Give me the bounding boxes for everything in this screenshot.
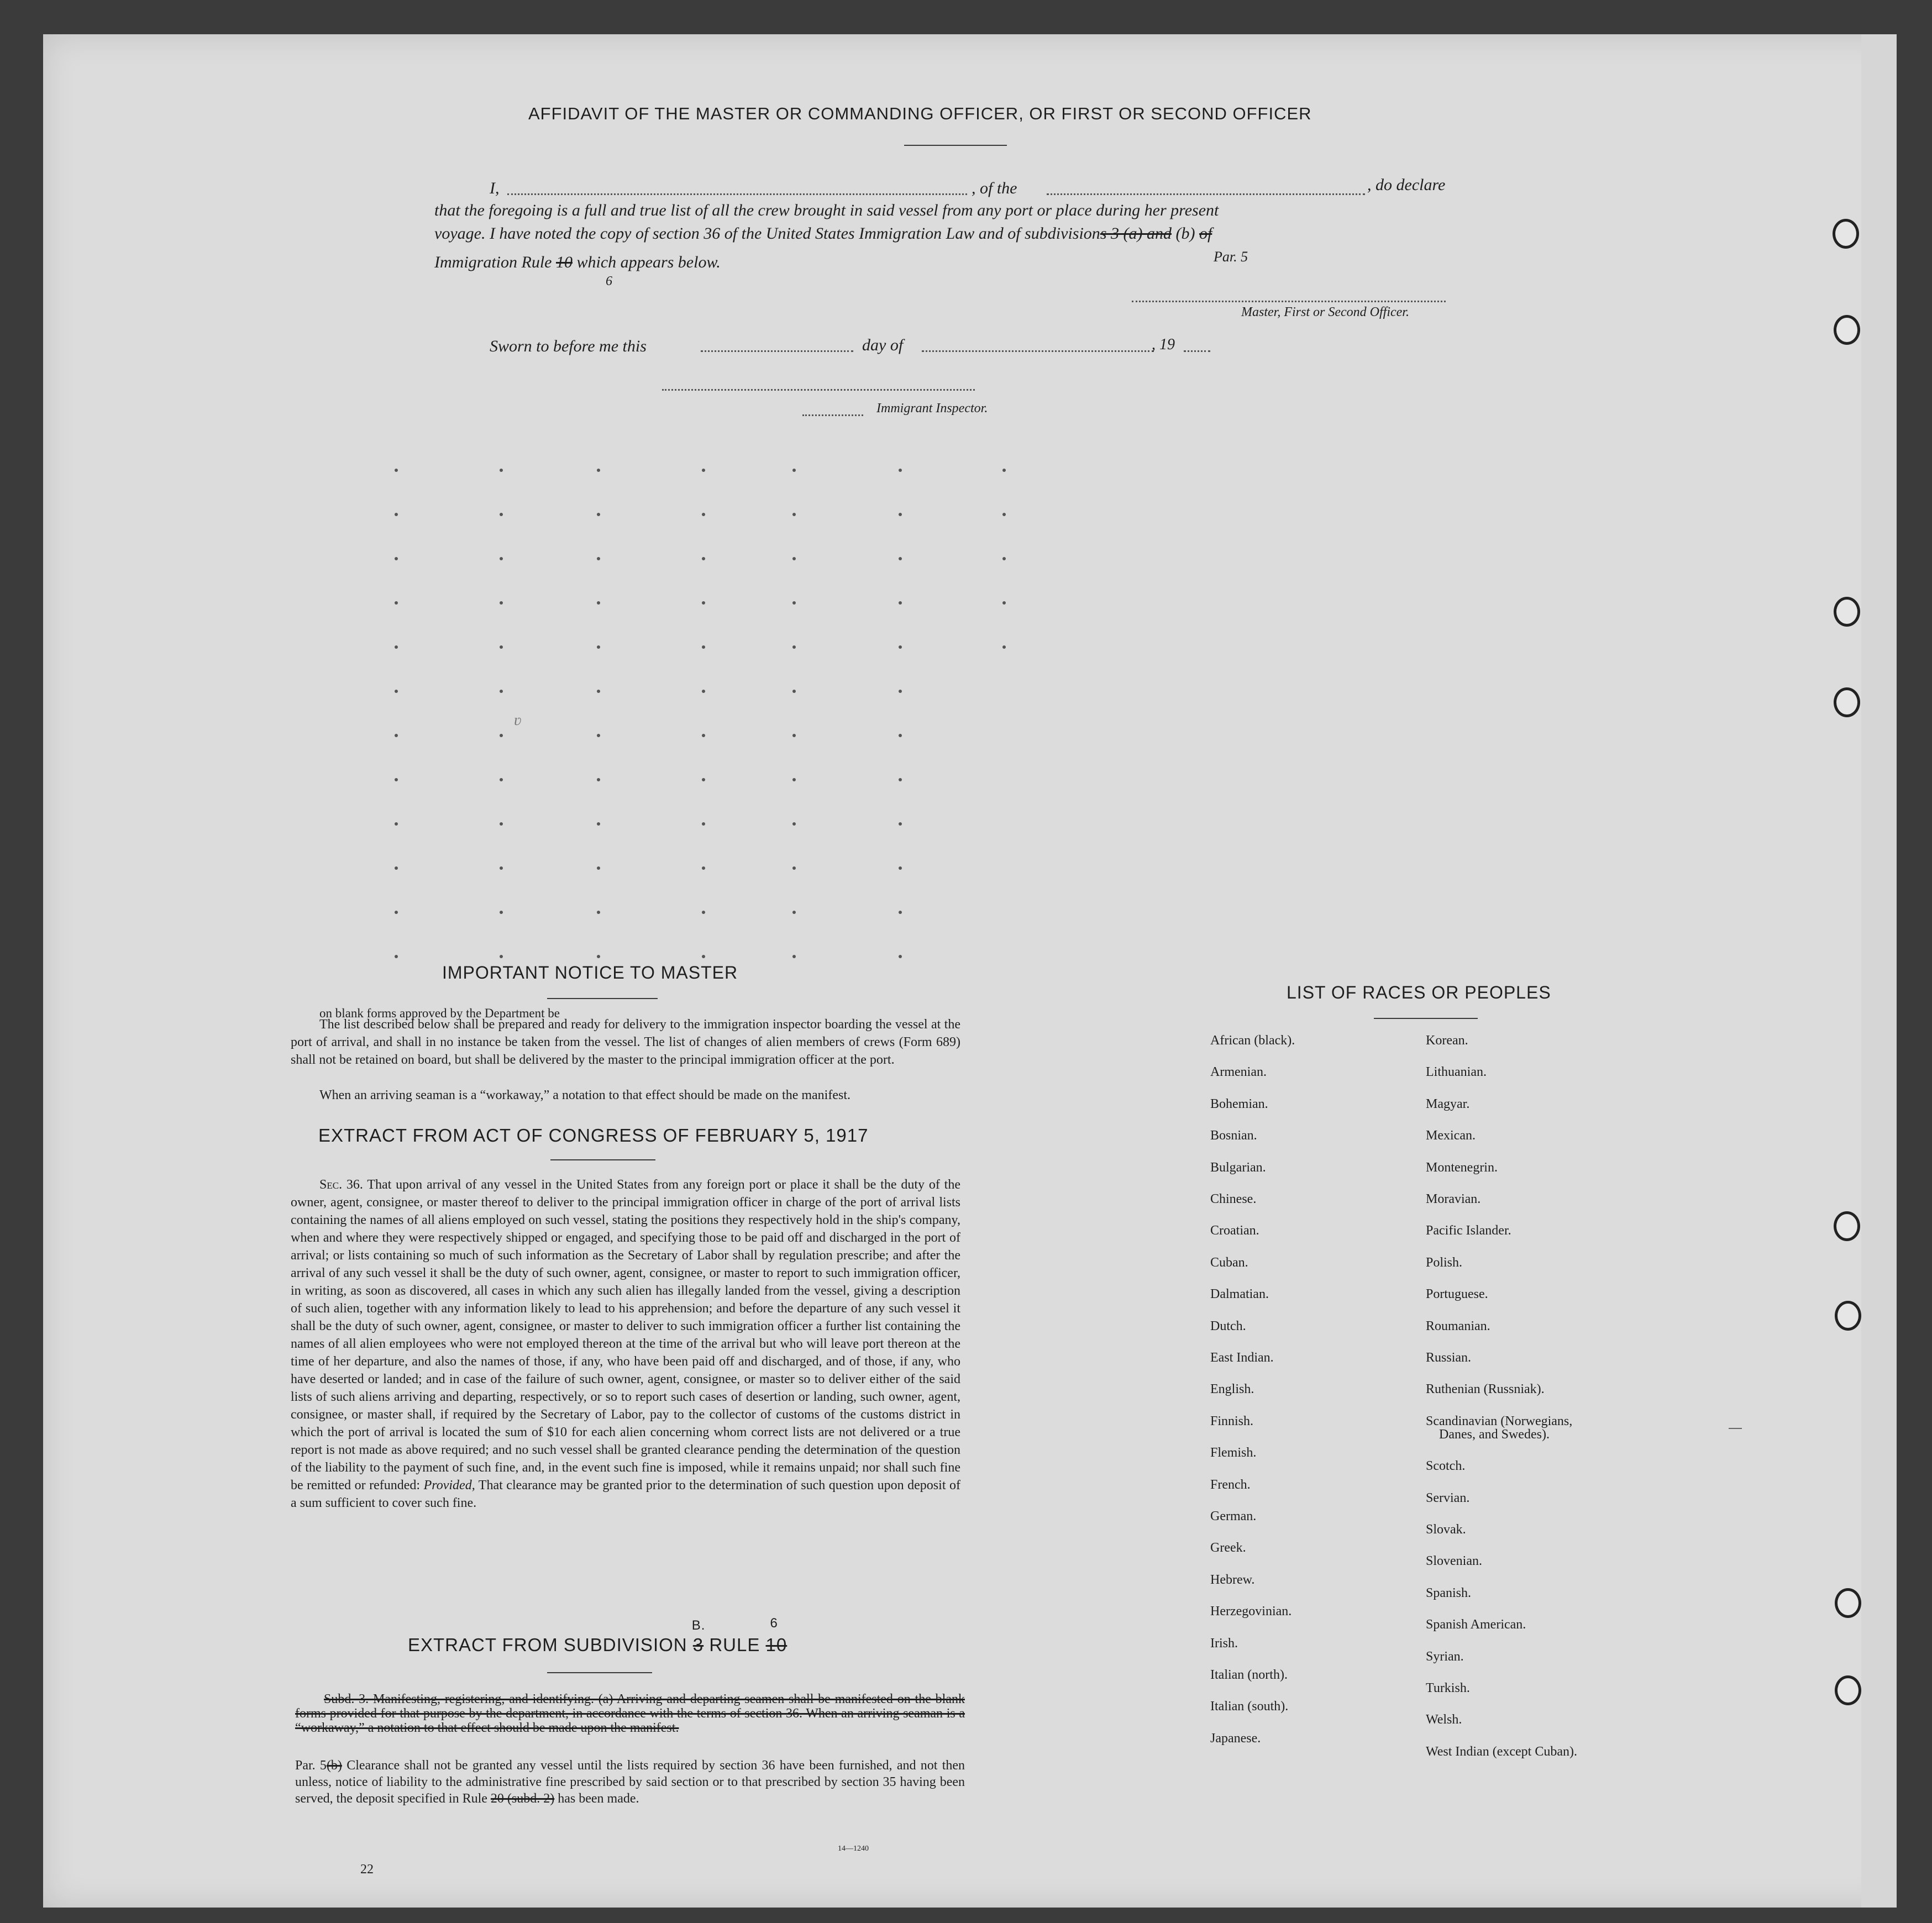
section-36-end: That clearance may be granted prior to the determination of such question upon deposit of a sum sufficient to cover such fine.: [291, 1478, 960, 1510]
grid-dot: [702, 690, 705, 693]
grid-dot: [792, 690, 796, 693]
page-number: 22: [360, 1862, 374, 1877]
race-item: Servian.: [1426, 1490, 1470, 1505]
race-item: German.: [1210, 1509, 1257, 1523]
grid-dot: [500, 645, 503, 649]
race-item: Slovenian.: [1426, 1554, 1482, 1569]
race-item: Syrian.: [1426, 1649, 1464, 1664]
race-item: Danes, and Swedes).: [1439, 1427, 1550, 1442]
sworn-month-blank: [922, 350, 1154, 352]
race-item: Lithuanian.: [1426, 1065, 1487, 1080]
notice-rule: [547, 998, 658, 999]
race-item: Montenegrin.: [1426, 1160, 1498, 1175]
grid-dot: [792, 601, 796, 605]
year-text: , 19: [1152, 336, 1175, 353]
name-blank: [507, 193, 967, 195]
subdivision-correction: [691, 1618, 706, 1656]
races-rule: [1374, 1018, 1478, 1019]
day-of-text: day of: [862, 336, 904, 354]
grid-dot: [702, 734, 705, 737]
rule-title-a: EXTRACT FROM SUBDIVISION: [408, 1635, 687, 1655]
race-item: Mexican.: [1426, 1128, 1476, 1143]
grid-dot: [899, 911, 902, 914]
race-item: Turkish.: [1426, 1681, 1470, 1695]
par-label: Par. 5: [295, 1758, 327, 1773]
race-item: Spanish.: [1426, 1585, 1472, 1600]
grid-dot: [792, 513, 796, 516]
binder-hole: [1833, 219, 1859, 249]
grid-dot: [597, 469, 600, 472]
grid-dot: [1002, 469, 1006, 472]
grid-dot: [395, 911, 398, 914]
grid-dot: [702, 557, 705, 560]
inspector-signature-line: [662, 389, 975, 391]
grid-dot: [597, 690, 600, 693]
inserted-subdivision: B.: [691, 1618, 706, 1633]
act-rule: [550, 1159, 655, 1160]
grid-dot: [899, 513, 902, 516]
grid-dot: [597, 955, 600, 958]
race-item: Moravian.: [1426, 1192, 1481, 1206]
race-item: French.: [1210, 1477, 1251, 1492]
affidavit-line2: that the foregoing is a full and true list of all the crew brought in said vessel from any port or place during her present: [434, 201, 1219, 219]
affidavit-line3: [434, 224, 1212, 243]
notice-paragraph-1: The list described below shall be prepared and ready for delivery to the immigration inspector boarding the vessel at the port of arrival, and shall in no instance be taken from the vessel. The list of changes of alien members of crews (Form 689) shall not be retained on board, but shall be delivered by the master to the principal immigration officer at the port.: [291, 1017, 960, 1067]
affidavit-line3-text: voyage. I have noted the copy of section 36 of the United States Immigration Law and of subdivision: [434, 224, 1100, 243]
grid-dot: [500, 690, 503, 693]
section-36-body: That upon arrival of any vessel in the United States from any foreign port or place it shall be the duty of the owner, agent, consignee, or master thereof to deliver to the principal immigration officer in charge of the port of arrival lists containing the names of all aliens employed on such vessel, stating the positions they respectively hold in the ship's company, when and where they were respectively shipped or engaged, and specifying those to be paid off and discharged in the port of arrival; or lists containing so much of such information as the Secretary of Labor shall by regulation prescribe; and after the arrival of any such vessel it shall be the duty of such owner, agent, consignee, or master to report to such immigration officer, in writing, as soon as discovered, all cases in which any such alien has illegally landed from the vessel, giving a description of such alien, together with any information likely to lead to his apprehension; and before the departure of any such vessel it shall be the duty of such owner, agent, consignee, or master to deliver to such immigration officer a further list containing the names of all alien employees who were not employed thereon at the time of the arrival but who will leave port thereon at the time of her departure, and also the names of those, if any, who have been paid off and discharged, and of those, if any, who have deserted or landed; and in case of the failure of such owner, agent, consignee, or master so to deliver either of the said lists of such aliens arriving and departing, respectively, or so to report such cases of desertion or landing, such owner, agent, consignee, or master shall, if required by the Secretary of Labor, pay to the collector of customs of the customs district in which the port of arrival is located the sum of $10 for each alien concerning whom correct lists are not delivered or a true report is not made as above required; and no such vessel shall be granted clearance pending the determination of the question of the liability to the payment of such fine, and, in the event such fine is imposed, while it remains unpaid; nor shall such fine be remitted or refunded:: [291, 1178, 960, 1493]
provided-word: Provided,: [423, 1478, 475, 1493]
grid-dot: [1002, 645, 1006, 649]
race-item: Russian.: [1426, 1351, 1472, 1365]
race-item: West Indian (except Cuban).: [1426, 1744, 1577, 1759]
binder-hole: [1834, 597, 1860, 627]
race-item: Italian (north).: [1210, 1668, 1288, 1682]
race-item: Armenian.: [1210, 1065, 1267, 1080]
grid-dot: [395, 645, 398, 649]
grid-dot: [792, 734, 796, 737]
act-title: EXTRACT FROM ACT OF CONGRESS OF FEBRUARY 5, 1917: [318, 1125, 869, 1146]
binder-hole: [1834, 1211, 1860, 1241]
section-36-text: [291, 1176, 960, 1512]
struck-rule-title-number: 10: [765, 1635, 788, 1655]
handwritten-par: Par. 5: [1214, 249, 1248, 265]
grid-dot: [899, 469, 902, 472]
binder-hole: [1834, 315, 1860, 345]
race-item: Finnish.: [1210, 1414, 1254, 1428]
affidavit-line4: [434, 253, 721, 272]
grid-dot: [395, 734, 398, 737]
par-body: Clearance shall not be granted any vessel until the lists required by section 36 have been furnished, and not then unless, notice of liability to the administrative fine prescribed by said section or to that prescribed by section 35 having been served, the deposit specified in Rule: [295, 1758, 965, 1806]
grid-dot: [500, 601, 503, 605]
grid-dot: [500, 469, 503, 472]
struck-subdivision-paragraph: Subd. 3. Manifesting, registering, and identifying. (a) Arriving and departing seamen shall be manifested on the blank forms provided for that purpose by the department, in accordance with the terms of section 36. When an arriving seaman is a “workaway,” a notation to that effect should be made upon the manifest.: [295, 1692, 965, 1735]
struck-subdivision: s 3 (a) and: [1100, 224, 1172, 243]
inspector-caption: Immigrant Inspector.: [876, 401, 988, 416]
struck-of: of: [1199, 224, 1212, 243]
rule-title-b: RULE: [709, 1635, 760, 1655]
binder-hole: [1835, 1675, 1861, 1705]
grid-dot: [500, 513, 503, 516]
grid-dot: [395, 469, 398, 472]
binder-hole: [1834, 687, 1860, 717]
grid-dot: [597, 822, 600, 826]
sworn-year-blank: [1184, 350, 1210, 352]
race-item: Dutch.: [1210, 1318, 1246, 1333]
race-item: Polish.: [1426, 1255, 1463, 1270]
race-item: Magyar.: [1426, 1096, 1470, 1111]
grid-dot: [792, 955, 796, 958]
grid-dot: [899, 734, 902, 737]
race-item: Roumanian.: [1426, 1318, 1490, 1333]
par-end: has been made.: [558, 1791, 639, 1806]
race-item: Hebrew.: [1210, 1572, 1255, 1587]
race-item: Croatian.: [1210, 1223, 1259, 1238]
grid-dot: [395, 690, 398, 693]
race-item: Greek.: [1210, 1541, 1246, 1556]
grid-dot: [702, 601, 705, 605]
pencil-mark: ʋ: [514, 712, 522, 729]
grid-dot: [597, 645, 600, 649]
grid-dot: [597, 734, 600, 737]
rule-label: Immigration Rule: [434, 253, 552, 271]
grid-dot: [702, 778, 705, 781]
vessel-blank: [1047, 193, 1365, 195]
appears-below: which appears below.: [576, 253, 721, 271]
grid-dot: [395, 557, 398, 560]
grid-dot: [899, 557, 902, 560]
title-rule: [904, 145, 1007, 146]
sworn-day-blank: [701, 350, 853, 352]
affidavit-i: I,: [490, 179, 500, 197]
rule-number-correction: [765, 1616, 788, 1656]
grid-dot: [1002, 601, 1006, 605]
race-item: Scotch.: [1426, 1459, 1466, 1474]
grid-dot: [500, 734, 503, 737]
grid-dot: [899, 601, 902, 605]
par-struck: (b): [326, 1758, 342, 1773]
struck-rule-ref: 20 (subd. 2): [490, 1791, 555, 1806]
grid-dot: [792, 778, 796, 781]
race-item: Cuban.: [1210, 1255, 1248, 1270]
grid-dot: [899, 955, 902, 958]
race-item: Spanish American.: [1426, 1617, 1526, 1632]
grid-dot: [500, 911, 503, 914]
inspector-short-line: [802, 414, 863, 416]
race-item: Portuguese.: [1426, 1287, 1488, 1302]
notice-paragraph-2: When an arriving seaman is a “workaway,” a notation to that effect should be made on the manifest.: [319, 1088, 851, 1102]
pencil-dash: [1729, 1428, 1742, 1429]
race-item: Flemish.: [1210, 1446, 1257, 1460]
race-item: Ruthenian (Russniak).: [1426, 1382, 1545, 1397]
binder-hole: [1835, 1588, 1861, 1618]
grid-dot: [500, 778, 503, 781]
race-item: Bulgarian.: [1210, 1160, 1266, 1175]
grid-dot: [395, 513, 398, 516]
grid-dot: [702, 866, 705, 870]
binding-margin: [1861, 34, 1897, 1908]
race-item: Irish.: [1210, 1636, 1238, 1651]
handwritten-rule-6: 6: [606, 274, 612, 288]
grid-dot: [899, 822, 902, 826]
race-item: Italian (south).: [1210, 1699, 1289, 1714]
grid-dot: [702, 469, 705, 472]
grid-dot: [1002, 557, 1006, 560]
grid-dot: [500, 557, 503, 560]
race-item: Dalmatian.: [1210, 1287, 1269, 1302]
grid-dot: [395, 822, 398, 826]
grid-dot: [395, 601, 398, 605]
signature-line: [1132, 301, 1446, 302]
struck-subdivision-number: 3: [692, 1635, 704, 1655]
race-item: Slovak.: [1426, 1522, 1466, 1537]
form-number: 14—1240: [838, 1845, 869, 1853]
grid-dot: [702, 911, 705, 914]
race-item: Bosnian.: [1210, 1128, 1257, 1143]
grid-dot: [395, 955, 398, 958]
grid-dot: [395, 866, 398, 870]
race-item: Chinese.: [1210, 1192, 1257, 1206]
grid-dot: [597, 601, 600, 605]
grid-dot: [792, 469, 796, 472]
grid-dot: [792, 557, 796, 560]
grid-dot: [500, 822, 503, 826]
notice-title: IMPORTANT NOTICE TO MASTER: [442, 963, 738, 982]
race-item: Pacific Islander.: [1426, 1223, 1511, 1238]
grid-dot: [702, 955, 705, 958]
grid-dot: [702, 645, 705, 649]
binder-hole: [1835, 1301, 1861, 1331]
race-item: English.: [1210, 1382, 1254, 1397]
grid-dot: [792, 822, 796, 826]
grid-dot: [597, 866, 600, 870]
affidavit-title: AFFIDAVIT OF THE MASTER OR COMMANDING OFFICER, OR FIRST OR SECOND OFFICER: [528, 104, 1312, 123]
grid-dot: [702, 513, 705, 516]
form-page: [43, 34, 1897, 1908]
race-item: East Indian.: [1210, 1351, 1274, 1365]
subdivision-b: (b): [1175, 224, 1195, 243]
grid-dot: [899, 690, 902, 693]
grid-dot: [899, 645, 902, 649]
section-label: Sec. 36.: [319, 1178, 363, 1192]
rule-extract-rule: [547, 1672, 652, 1673]
sworn-text: Sworn to before me this: [490, 337, 647, 355]
grid-dot: [597, 911, 600, 914]
grid-dot: [1002, 513, 1006, 516]
grid-dot: [395, 778, 398, 781]
grid-dot: [899, 778, 902, 781]
grid-dot: [792, 911, 796, 914]
grid-dot: [702, 822, 705, 826]
inserted-rule-number: 6: [770, 1616, 778, 1631]
race-item: Bohemian.: [1210, 1096, 1268, 1111]
grid-dot: [597, 513, 600, 516]
grid-dot: [792, 866, 796, 870]
affidavit-of-the: , of the: [972, 179, 1017, 197]
grid-dot: [500, 866, 503, 870]
par-5-paragraph: [295, 1757, 965, 1807]
grid-dot: [597, 557, 600, 560]
signature-caption: Master, First or Second Officer.: [1241, 305, 1409, 319]
rule-extract-title: [408, 1616, 788, 1656]
race-item: Japanese.: [1210, 1731, 1261, 1746]
race-item: Herzegovinian.: [1210, 1604, 1292, 1619]
grid-dot: [597, 778, 600, 781]
race-item: Welsh.: [1426, 1712, 1462, 1727]
grid-dot: [899, 866, 902, 870]
grid-dot: [792, 645, 796, 649]
race-item: African (black).: [1210, 1033, 1295, 1048]
grid-dot: [500, 955, 503, 958]
race-item: Scandinavian (Norwegians,: [1426, 1414, 1573, 1428]
race-item: Korean.: [1426, 1033, 1468, 1048]
notice-insert: on blank forms approved by the Department be: [319, 1006, 560, 1020]
races-title: LIST OF RACES OR PEOPLES: [1287, 982, 1551, 1002]
affidavit-declare: , do declare: [1367, 176, 1446, 194]
struck-rule-number: 10: [555, 253, 573, 271]
